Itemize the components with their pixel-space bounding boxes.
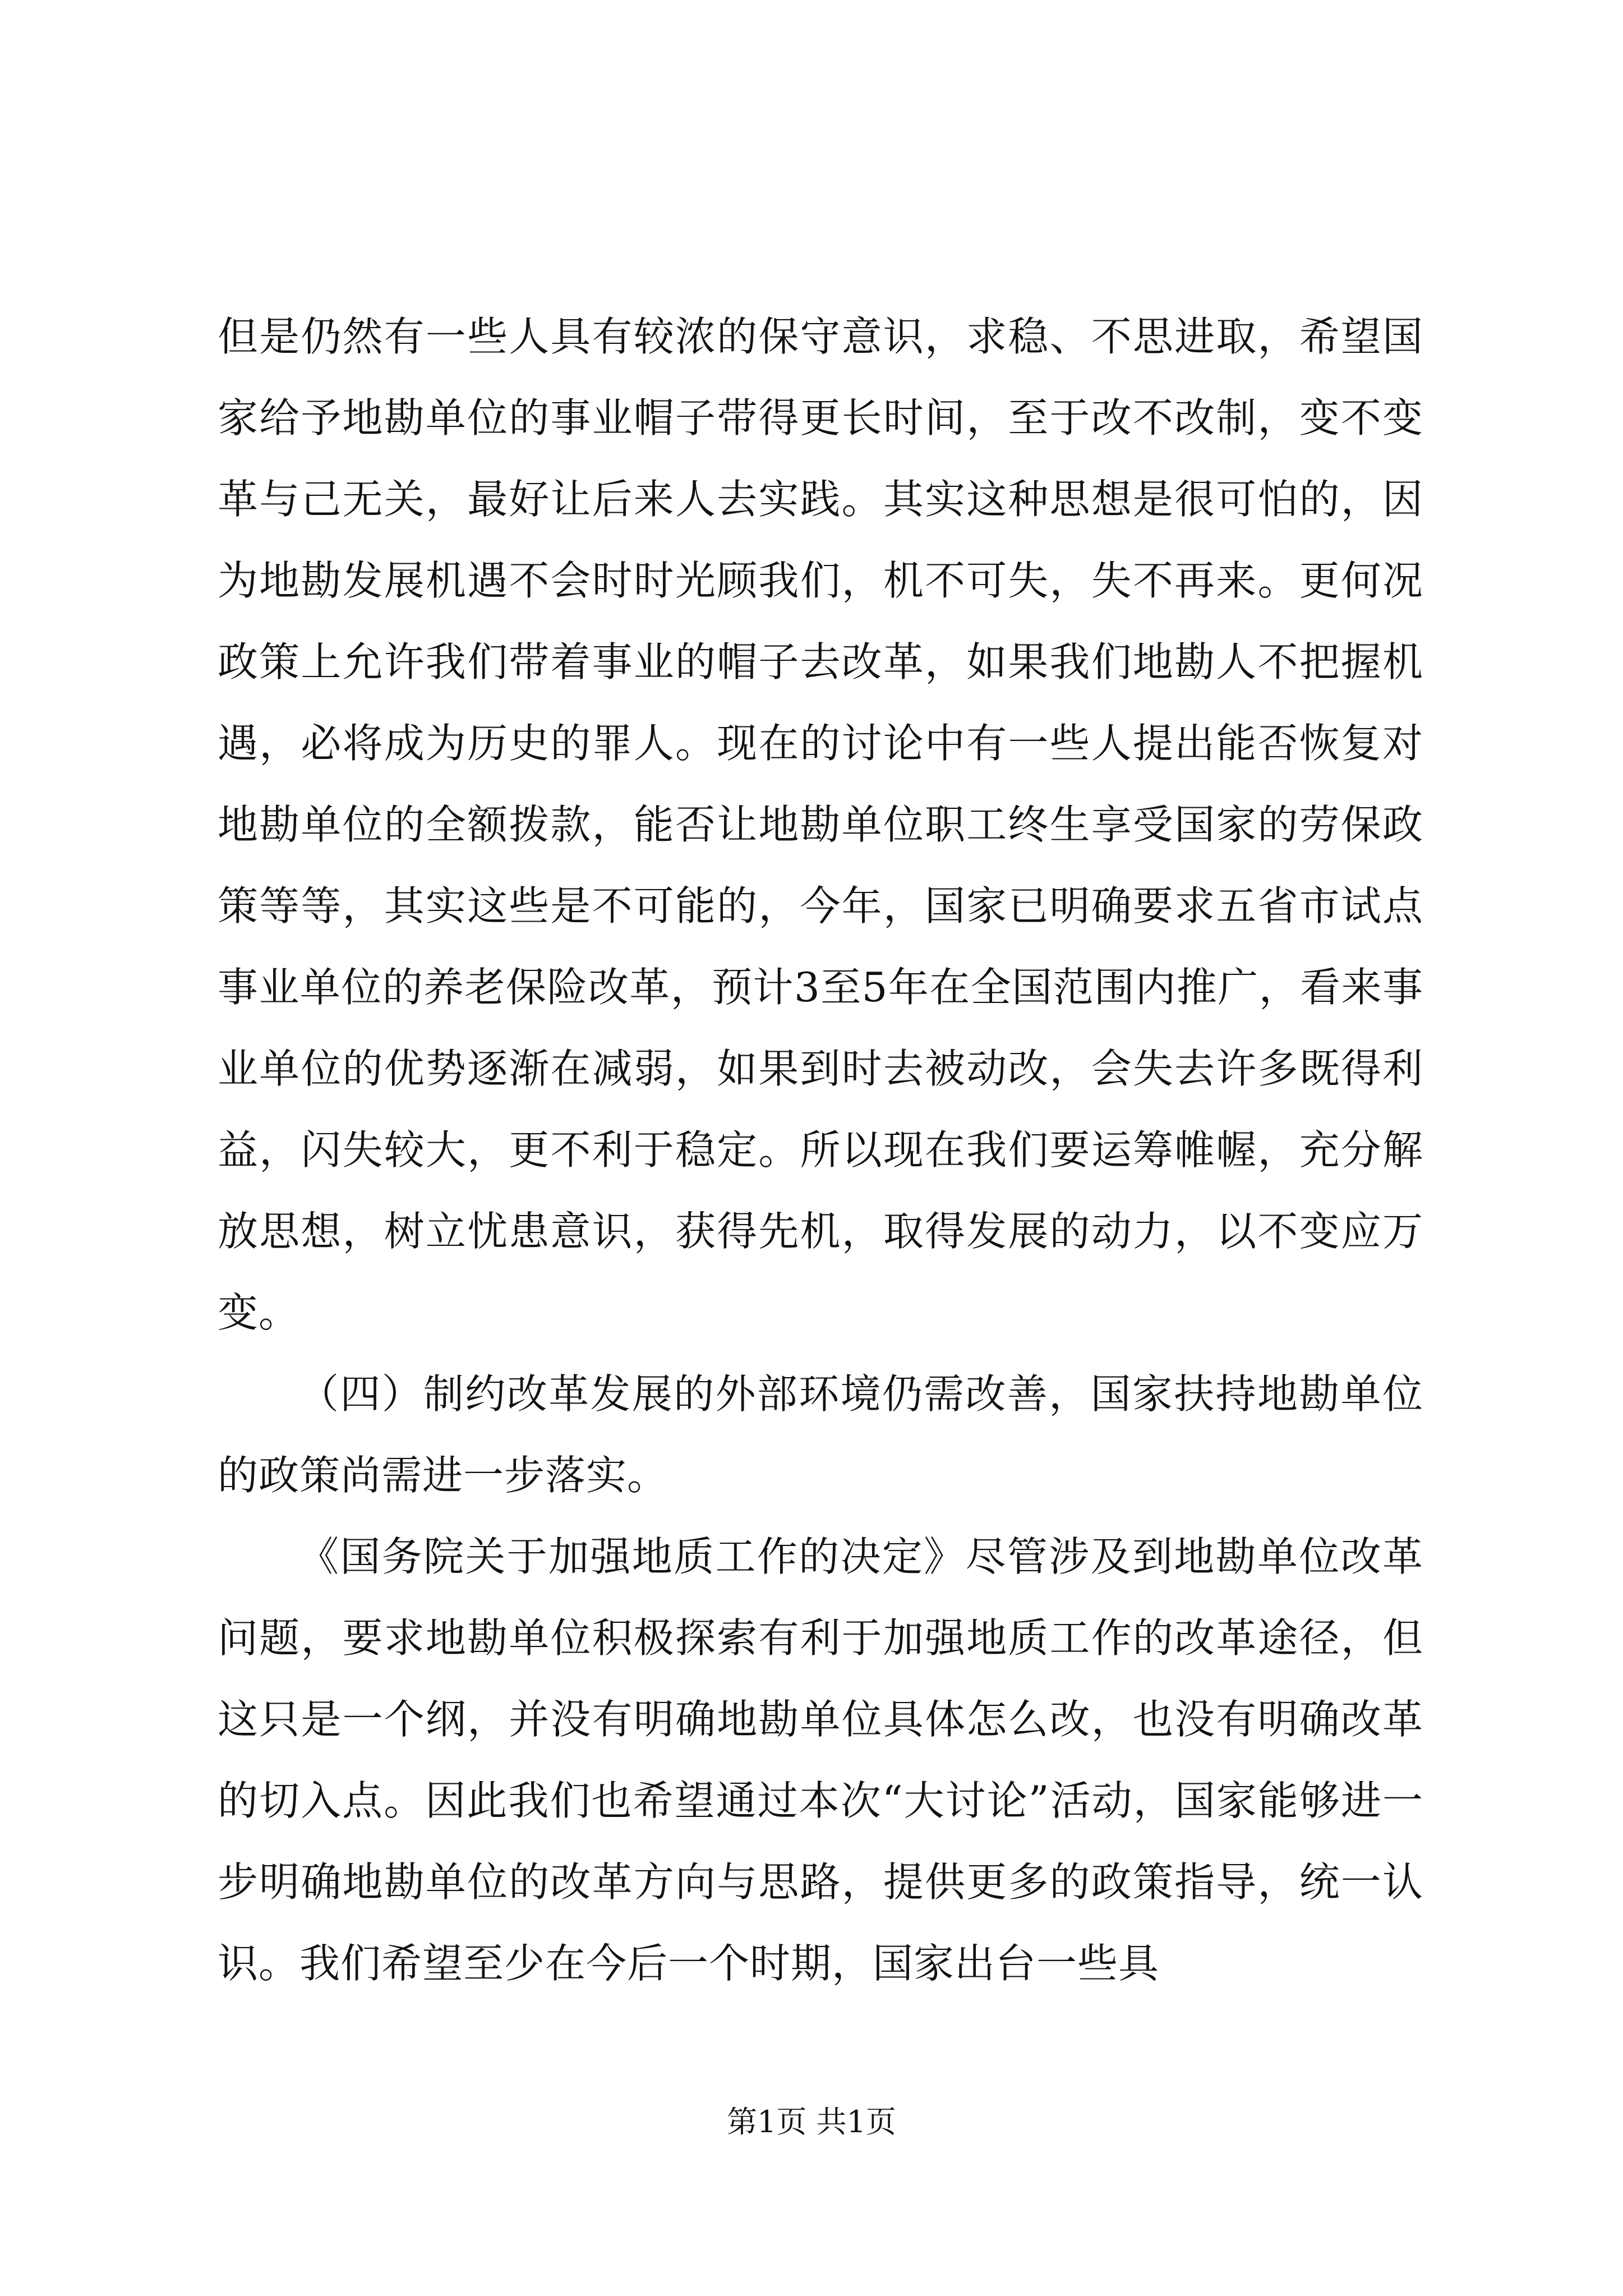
paragraph-continuation: 但是仍然有一些人具有较浓的保守意识，求稳、不思进取，希望国家给予地勘单位的事业帽子带得更长时间，至于改不改制，变不变革与己无关，最好让后来人去实践。其实这种思想是很可怕的，因为地勘发展机遇不会时时光顾我们，机不可失，失不再来。更何况政策上允许我们带着事业的帽子去改革，如果我们地勘人不把握机遇，必将成为历史的罪人。现在的讨论中有一些人提出能否恢复对地勘单位的全额拨款，能否让地勘单位职工终生享受国家的劳保政策等等，其实这些是不可能的，今年，国家已明确要求五省市试点事业单位的养老保险改革，预计3至5年在全国范围内推广，看来事业单位的优势逐渐在减弱，如果到时去被动改，会失去许多既得利益，闪失较大，更不利于稳定。所以现在我们要运筹帷幄，充分解放思想，树立忧患意识，获得先机，取得发展的动力，以不变应万变。 (218, 313, 1423, 1336)
document-body (218, 296, 1423, 2004)
page-number-footer: 第1页 共1页 (727, 2104, 896, 2139)
paragraph-state-council-decision: 《国务院关于加强地质工作的决定》尽管涉及到地勘单位改革问题，要求地勘单位积极探索有利于加强地质工作的改革途径，但这只是一个纲，并没有明确地勘单位具体怎么改，也没有明确改革的切入点。因此我们也希望通过本次“大讨论”活动，国家能够进一步明确地勘单位的改革方向与思路，提供更多的政策指导，统一认识。我们希望至少在今后一个时期，国家出台一些具 (218, 1533, 1423, 1987)
section-heading-4: （四）制约改革发展的外部环境仍需改善，国家扶持地勘单位的政策尚需进一步落实。 (218, 1370, 1423, 1499)
